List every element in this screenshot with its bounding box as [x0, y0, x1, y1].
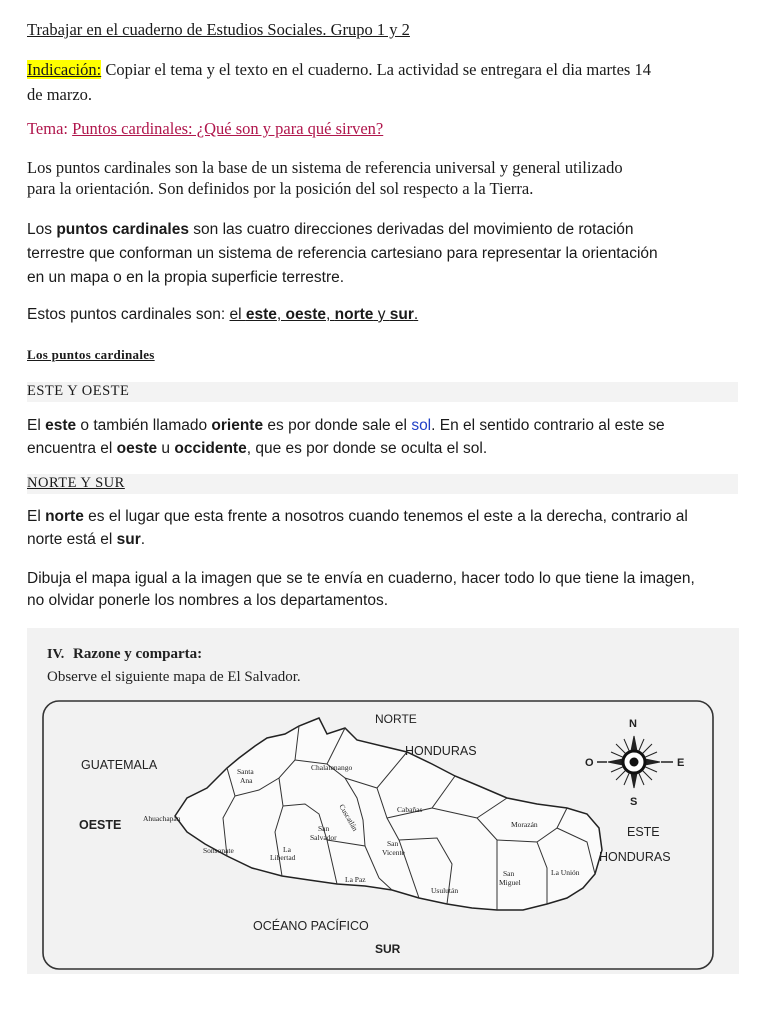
figure-heading-num: IV.	[47, 647, 65, 662]
dept-san-vicente-2: Vicente	[382, 848, 405, 857]
instruccion-paragraph	[27, 568, 695, 612]
dept-chalatenango: Chalatenango	[311, 763, 353, 772]
label-honduras-east: HONDURAS	[599, 850, 671, 864]
oeste-text-2: u	[157, 440, 175, 457]
norte-text: El	[27, 508, 46, 525]
dept-morazan: Morazán	[511, 820, 538, 829]
subtitle: Los puntos cardinales	[27, 347, 155, 362]
dept-san-miguel-2: Miguel	[499, 878, 521, 887]
oeste-bold: oeste	[116, 440, 158, 457]
definicion-line-3: en un mapa o en la propia superficie terrestre.	[27, 269, 345, 286]
dept-la-paz: La Paz	[345, 875, 366, 884]
list-comma: ,	[276, 306, 286, 323]
norte-paragraph	[27, 505, 688, 551]
label-sur: SUR	[375, 942, 401, 956]
dept-usulutan: Usulután	[431, 886, 459, 895]
indicacion-text: Copiar el tema y el texto en el cuaderno. La actividad se entregara el dia martes 14	[101, 60, 651, 79]
label-oeste: OESTE	[79, 818, 122, 832]
list-comma-2: ,	[326, 306, 335, 323]
definicion-paragraph	[27, 218, 658, 290]
heading-norte-sur: NORTE Y SUR	[27, 475, 125, 491]
dept-cabanas: Cabañas	[397, 805, 423, 814]
figure-heading: Razone y comparta:	[73, 646, 203, 662]
section-band-este	[27, 382, 738, 402]
este-paragraph	[27, 414, 665, 460]
dept-santa-ana-2: Ana	[240, 776, 253, 785]
dept-cuscatlan: Cuscatlán	[337, 802, 360, 833]
label-este: ESTE	[627, 825, 660, 839]
list-period: .	[413, 306, 419, 323]
oriente-bold: oriente	[211, 417, 264, 434]
indicacion-paragraph	[27, 57, 747, 107]
oeste-text: encuentra el	[27, 440, 117, 457]
este-text-2: o también llamado	[76, 417, 212, 434]
instruccion-line-2: no olvidar ponerle los nombres a los departamentos.	[27, 592, 389, 609]
sur-text: norte está el	[27, 531, 117, 548]
norte-bold: norte	[45, 508, 84, 525]
list-norte: norte	[334, 306, 374, 323]
list-y: y	[373, 306, 390, 323]
definicion-line-2: terrestre que conforman un sistema de referencia cartesiano para representar la orientación	[27, 245, 658, 262]
label-honduras-north: HONDURAS	[405, 744, 477, 758]
compass-s: S	[630, 796, 638, 808]
figure-subheading: Observe el siguiente mapa de El Salvador.	[47, 669, 301, 685]
este-text-4: . En el sentido contrario al este se	[431, 417, 665, 434]
oeste-text-3: , que es por donde se oculta el sol.	[246, 440, 488, 457]
map-figure	[27, 628, 739, 974]
compass-rose-icon	[585, 718, 684, 808]
este-text-3: es por donde sale el	[263, 417, 412, 434]
occidente-bold: occidente	[174, 440, 247, 457]
list-intro: Estos puntos cardinales son:	[27, 306, 230, 323]
list-oeste: oeste	[285, 306, 327, 323]
dept-san-miguel-1: San	[503, 869, 515, 878]
indicacion-text-2: de marzo.	[27, 85, 93, 104]
dept-la-libertad-2: Libertad	[270, 853, 296, 862]
page-title: Trabajar en el cuaderno de Estudios Sociales. Grupo 1 y 2	[27, 20, 410, 39]
compass-e: E	[677, 757, 685, 769]
intro-line-2: para la orientación. Son definidos por la posición del sol respecto a la Tierra.	[27, 179, 534, 198]
este-text: El	[27, 417, 46, 434]
list-este: este	[245, 306, 277, 323]
list-el: el	[229, 306, 246, 323]
definicion-text-2: son las cuatro direcciones derivadas del movimiento de rotación	[188, 221, 634, 238]
dept-san-vicente-1: San	[387, 839, 399, 848]
dept-san-salvador-1: San	[318, 824, 330, 833]
definicion-bold: puntos cardinales	[56, 221, 189, 238]
intro-paragraph	[27, 157, 623, 199]
dept-santa-ana-1: Santa	[237, 767, 254, 776]
compass-n: N	[629, 718, 637, 730]
definicion-text: Los	[27, 221, 57, 238]
list-sur: sur	[389, 306, 414, 323]
dept-la-libertad-1: La	[283, 845, 291, 854]
map-svg	[27, 628, 739, 974]
el-salvador-outline	[175, 718, 602, 910]
sur-text-2: .	[140, 531, 146, 548]
label-norte: NORTE	[375, 712, 417, 726]
tema-label: Tema:	[27, 119, 73, 138]
puntos-list	[27, 306, 418, 324]
dept-san-salvador-2: Salvador	[310, 833, 337, 842]
dept-la-union: La Unión	[551, 868, 580, 877]
dept-ahuachapan: Ahuachapán	[143, 814, 181, 823]
tema-line	[27, 119, 383, 139]
intro-line-1: Los puntos cardinales son la base de un sistema de referencia universal y general utilizado	[27, 158, 623, 177]
label-guatemala: GUATEMALA	[81, 758, 158, 772]
section-band-norte	[27, 474, 738, 494]
list-items	[229, 306, 418, 323]
label-oceano: OCÉANO PACÍFICO	[253, 919, 369, 933]
sur-bold: sur	[116, 531, 141, 548]
tema-title: Puntos cardinales: ¿Qué son y para qué sirven?	[72, 119, 384, 138]
norte-text-2: es el lugar que esta frente a nosotros cuando tenemos el este a la derecha, contrario al	[83, 508, 688, 525]
este-bold: este	[45, 417, 77, 434]
heading-este-oeste: ESTE Y OESTE	[27, 383, 130, 399]
compass-o: O	[585, 757, 594, 769]
dept-sonsonate: Sonsonate	[203, 846, 234, 855]
indicacion-label: Indicación:	[27, 60, 102, 79]
sol-word: sol	[411, 417, 432, 434]
instruccion-line-1: Dibuja el mapa igual a la imagen que se te envía en cuaderno, hacer todo lo que tiene la imagen,	[27, 570, 695, 587]
